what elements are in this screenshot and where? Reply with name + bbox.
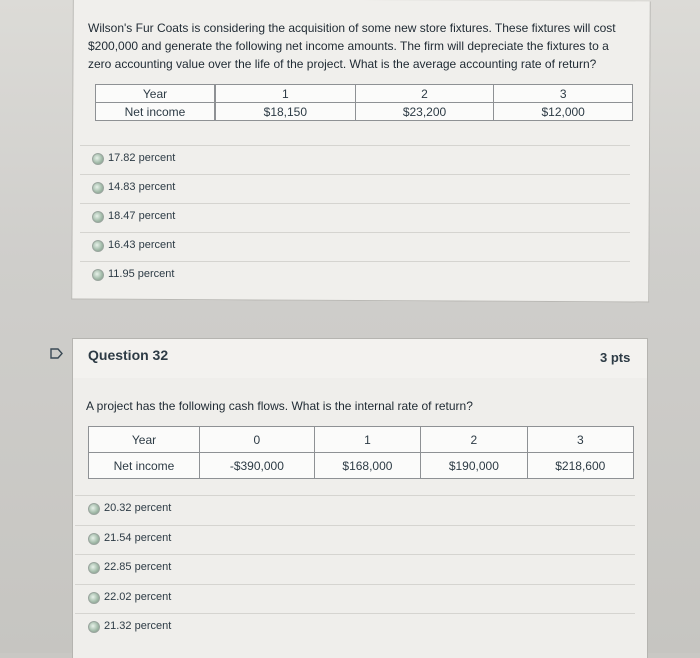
cash-flow-cell: $168,000 — [314, 453, 420, 479]
question-31-text: Wilson's Fur Coats is considering the acquisition of some new store fixtures. These fixtures will cost $200,000 and generate the following net income amounts. The firm will depreciate the fixtures to a zero accounting value over the life of the project. What is the average accounting rate of return? — [88, 21, 616, 71]
radio-button[interactable] — [88, 592, 100, 604]
net-income-cell: $12,000 — [494, 103, 633, 121]
answer-label: 21.32 percent — [104, 620, 172, 632]
net-income-label-cell: Net income — [96, 103, 216, 121]
radio-button[interactable] — [88, 562, 100, 574]
year-header-cell: Year — [96, 85, 216, 103]
answer-label: 14.83 percent — [108, 181, 176, 193]
table-row — [89, 427, 634, 453]
answer-label: 22.85 percent — [104, 561, 172, 573]
year-cell: 2 — [421, 427, 527, 453]
answer-label: 18.47 percent — [108, 210, 176, 222]
radio-button[interactable] — [92, 269, 104, 281]
answer-option[interactable] — [0, 584, 630, 610]
radio-button[interactable] — [92, 182, 104, 194]
answer-option[interactable] — [0, 145, 630, 171]
radio-button[interactable] — [88, 503, 100, 515]
answer-option[interactable] — [0, 495, 630, 521]
question-32-text: A project has the following cash flows. What is the internal rate of return? — [86, 399, 473, 413]
question-31-table — [95, 84, 633, 121]
net-income-cell: $23,200 — [355, 103, 494, 121]
cash-flow-cell: $190,000 — [421, 453, 527, 479]
year-cell: 0 — [200, 427, 315, 453]
answer-label: 16.43 percent — [108, 239, 176, 251]
net-income-cell: $18,150 — [215, 103, 355, 121]
radio-button[interactable] — [92, 211, 104, 223]
answer-label: 17.82 percent — [108, 152, 176, 164]
answer-option[interactable] — [0, 613, 630, 639]
cash-flow-cell: -$390,000 — [200, 453, 315, 479]
answer-option[interactable] — [0, 525, 630, 551]
radio-button[interactable] — [92, 153, 104, 165]
year-cell: 3 — [527, 427, 633, 453]
answer-option[interactable] — [0, 232, 630, 258]
radio-button[interactable] — [92, 240, 104, 252]
net-income-label-cell: Net income — [89, 453, 200, 479]
answer-label: 21.54 percent — [104, 532, 172, 544]
radio-button[interactable] — [88, 533, 100, 545]
answer-label: 22.02 percent — [104, 591, 172, 603]
flag-question-icon[interactable] — [50, 348, 64, 359]
question-points: 3 pts — [600, 350, 631, 365]
answer-option[interactable] — [0, 174, 630, 200]
question-32-table — [88, 426, 634, 479]
answer-label: 20.32 percent — [104, 502, 172, 514]
cash-flow-cell: $218,600 — [527, 453, 633, 479]
table-row — [96, 103, 633, 121]
question-title: Question 32 — [88, 347, 169, 363]
answer-option[interactable] — [0, 203, 630, 229]
answer-label: 11.95 percent — [108, 268, 175, 280]
year-header-cell: Year — [89, 427, 200, 453]
table-row — [96, 85, 633, 103]
radio-button[interactable] — [88, 621, 100, 633]
year-cell: 3 — [494, 85, 633, 103]
answer-option[interactable] — [0, 554, 630, 580]
year-cell: 2 — [355, 85, 494, 103]
table-row — [89, 453, 634, 479]
year-cell: 1 — [215, 85, 355, 103]
answer-option[interactable] — [0, 261, 630, 287]
year-cell: 1 — [314, 427, 420, 453]
